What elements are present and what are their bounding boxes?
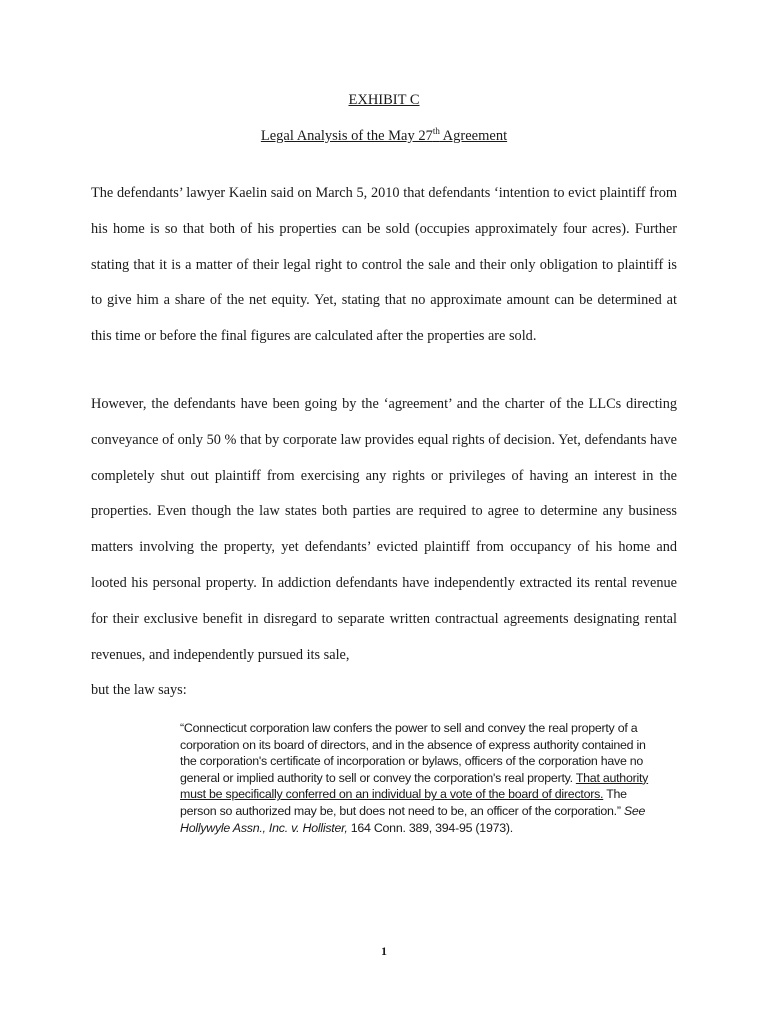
quote-citation-rest: 164 Conn. 389, 394-95 (1973). (347, 820, 513, 835)
heading-superscript: th (432, 126, 440, 137)
heading-prefix: Legal Analysis of the May 27 (260, 128, 433, 144)
exhibit-title: EXHIBIT C (348, 92, 420, 108)
paragraph-2-last-line: but the law says: (91, 682, 187, 699)
paragraph-2 (91, 387, 677, 709)
heading-suffix: Agreement (439, 128, 508, 144)
paragraph-2-body: However, the defendants have been going by the ‘agreement’ and the charter of the LLCs directing conveyance of only 50 % that by corporate law provides equal rights of decision. Yet, defendants have completely shut out plaintiff from exercising any rights or privileges of having an interest in the properties. Even though the law states both parties are required to agree to determine any business matters involving the property, yet defendants’ evicted plaintiff from occupancy of his home and looted his personal property. In addiction defendants have independently extracted its rental revenue for their exclusive benefit in disregard to separate written contractual agreements designating rental revenues, and independently pursued its sale, (91, 396, 677, 663)
block-quote (180, 720, 660, 836)
paragraph-1: The defendants’ lawyer Kaelin said on March 5, 2010 that defendants ‘intention to evict plaintiff from his home is so that both of his properties can be sold (occupies approximately four acres). Further stating that it is a matter of their legal right to control the sale and their only obligation to plaintiff is to give him a share of the net equity. Yet, stating that no approximate amount can be determined at this time or before the final figures are calculated after the properties are sold. (91, 185, 677, 345)
quote-citation-italic: See Hollywyle Assn., Inc. v. Hollister, (180, 803, 646, 835)
quote-part-2: The person so authorized may be, but does not need to be, an officer of the corporation.” (180, 787, 627, 818)
page-number: 1 (381, 944, 387, 958)
quote-part-1: “Connecticut corporation law confers the power to sell and convey the real property of a corporation on its board of directors, and in the absence of express authority contained in the corporation's certificate of incorporation or bylaws, officers of the corporation have no general or implied authority to sell or convey the corporation's real property. (180, 721, 646, 785)
quote-underlined: That authority must be specifically conferred on an individual by a vote of the board of directors. (180, 770, 649, 802)
page-heading (0, 128, 768, 145)
